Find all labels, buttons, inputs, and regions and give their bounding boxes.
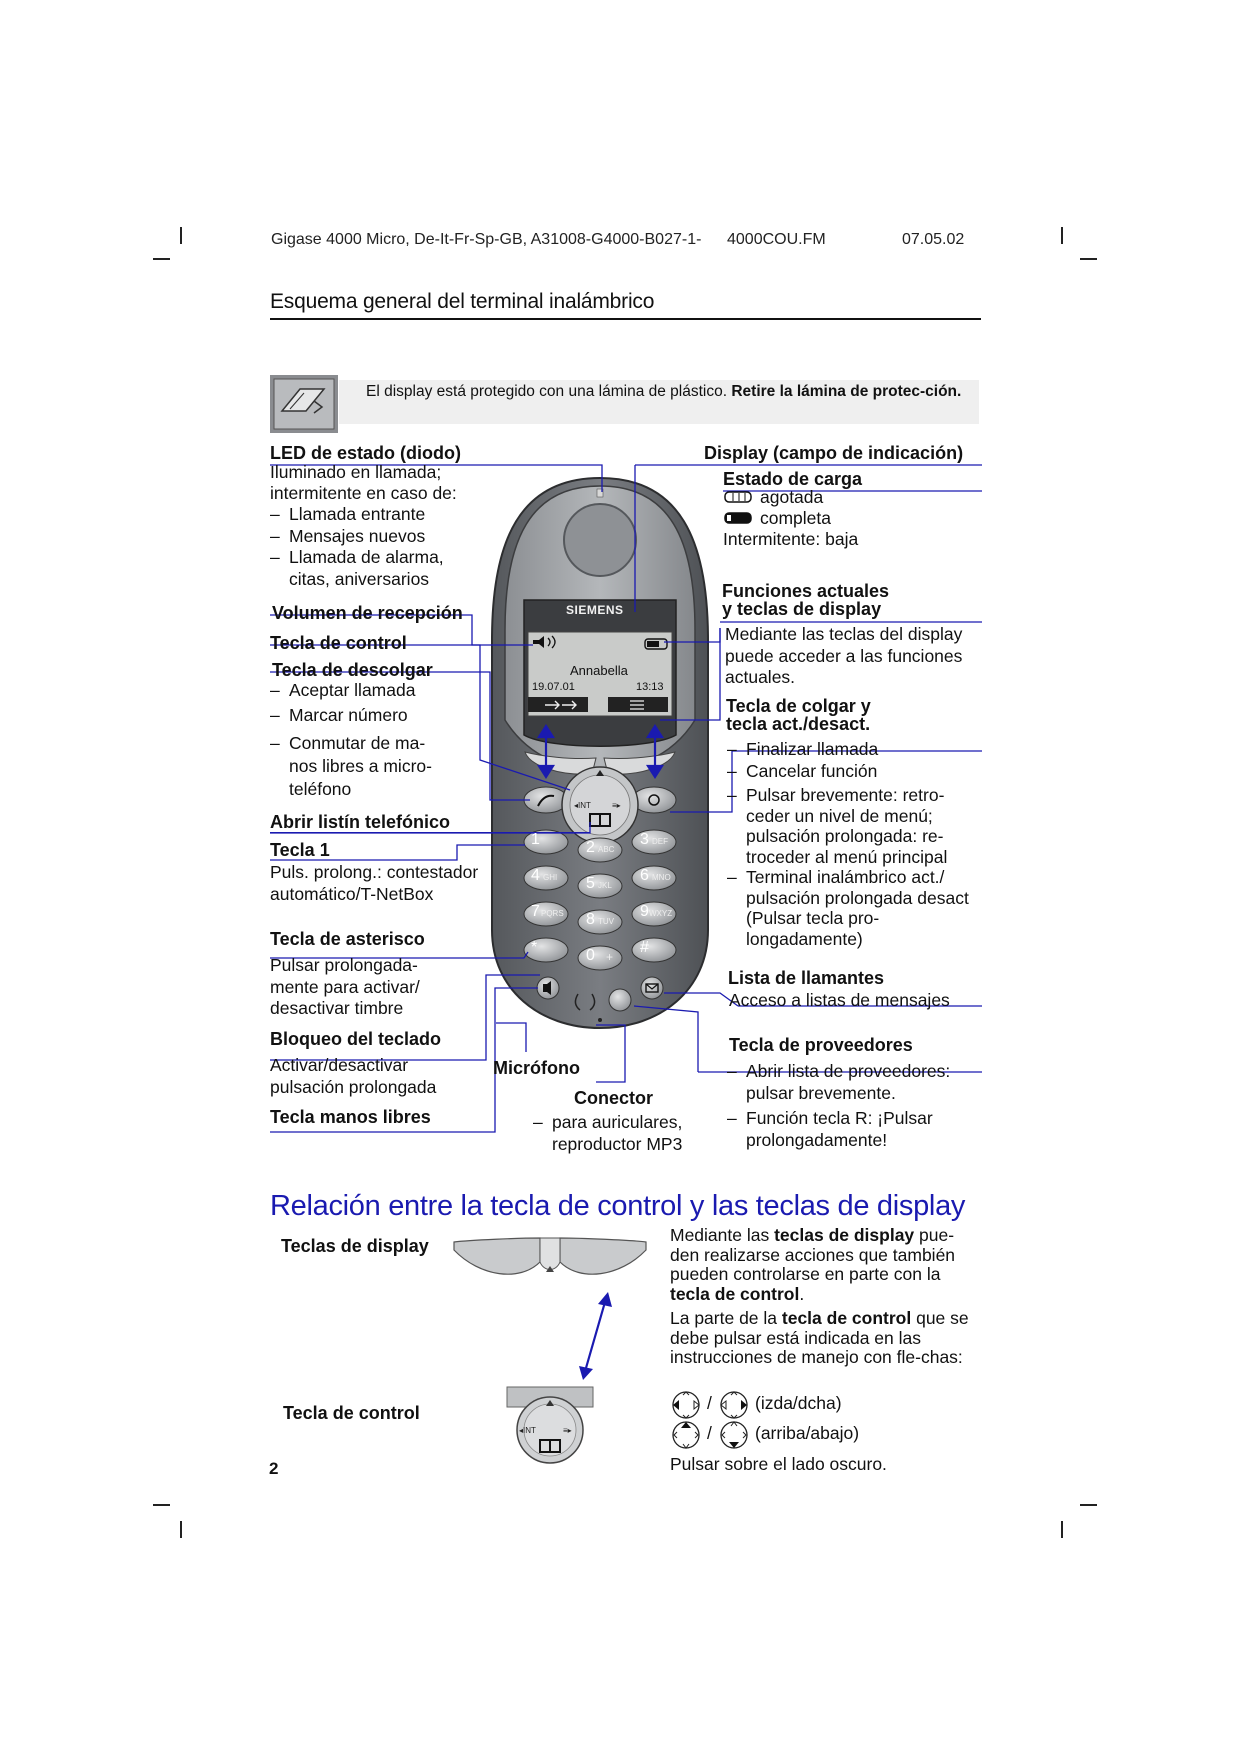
charge-title: Estado de carga: [723, 469, 863, 489]
list-item: – Aceptar llamada: [270, 680, 445, 702]
control-key-label: Tecla de control: [270, 633, 407, 653]
doc-file: 4000COU.FM: [727, 231, 826, 248]
provider-key-title: Tecla de proveedores: [729, 1035, 913, 1055]
nav-left-icon: [671, 1390, 701, 1420]
screen-date: 19.07.01: [532, 681, 575, 693]
screen-name: Annabella: [570, 663, 628, 678]
led-title: LED de estado (diodo): [270, 443, 461, 463]
note-text-b: Retire la lámina de protec-ción.: [731, 383, 962, 400]
functions-title-1: Funciones actuales: [722, 581, 890, 601]
display-keys-illustration: [450, 1232, 650, 1292]
star-key-text: Pulsar prolongada-mente para activar/ desactivar timbre: [270, 955, 420, 1018]
end-key-title-2: tecla act./desact.: [726, 714, 871, 734]
led-line1: Iluminado en llamada;: [270, 462, 442, 482]
note-text-a: El display está protegido con una lámina de plástico.: [366, 383, 732, 400]
charge-blink: Intermitente: baja: [723, 529, 859, 549]
key-6-letters: MNO: [652, 873, 671, 882]
end-key-title-1: Tecla de colgar y: [726, 696, 871, 716]
relation-arrow-icon: [570, 1290, 620, 1380]
battery-full-icon: [724, 511, 754, 525]
key-7-letters: PQRS: [541, 909, 564, 918]
list-item: – Terminal inalámbrico act./ pulsación prolongada desact (Pulsar tecla pro-longadamente): [727, 867, 972, 949]
text-span: tecla de control: [670, 1283, 800, 1304]
page-number: 2: [269, 1459, 279, 1478]
relation-paragraph-2: [670, 1309, 975, 1368]
key-2: 2: [586, 839, 595, 856]
nav-sep-1: /: [707, 1393, 712, 1413]
key1-text: Puls. prolong.: contestador automático/T-NetBox: [270, 862, 479, 904]
key-8-letters: TUV: [598, 917, 614, 926]
control-key-illustration: [505, 1385, 595, 1465]
text-span: La parte de la: [670, 1308, 782, 1328]
text-span: teclas de display: [774, 1225, 915, 1245]
connector-list: [533, 1112, 713, 1155]
nav-lr-label: (izda/dcha): [755, 1393, 842, 1413]
svg-text:◂INT: ◂INT: [574, 801, 591, 810]
nav-up-icon: [671, 1420, 701, 1450]
svg-text:≡▸: ≡▸: [563, 1426, 572, 1435]
list-item: – Abrir lista de proveedores: pulsar brevemente.: [727, 1061, 972, 1104]
key-2-letters: ABC: [598, 845, 615, 854]
control-key-label-2: Tecla de control: [283, 1403, 420, 1423]
keylock-title: Bloqueo del teclado: [270, 1029, 442, 1049]
key-0: 0: [586, 947, 595, 964]
battery-empty-icon: [724, 490, 754, 504]
key-9: 9: [640, 903, 649, 920]
led-line2: intermitente en caso de:: [270, 483, 457, 503]
functions-text: Mediante las teclas del display puede acceder a las funciones actuales.: [725, 624, 963, 687]
key-6: 6: [640, 867, 649, 884]
list-item: – Mensajes nuevos: [270, 526, 480, 548]
display-keys-label: Teclas de display: [281, 1236, 429, 1256]
star-key-title: Tecla de asterisco: [270, 929, 425, 949]
text-span: pue-den realizarse acciones que también pueden controlarse en parte con la: [670, 1225, 956, 1284]
answer-key-list: [270, 680, 445, 801]
charge-full: completa: [760, 508, 832, 528]
nav-down-icon: [719, 1420, 749, 1450]
list-item: – Pulsar brevemente: retro-ceder un nivel de menú; pulsación prolongada: re-troceder al menú principal: [727, 785, 972, 867]
key-4: 4: [531, 867, 540, 884]
key-0-letters: +: [606, 950, 614, 964]
text-span: que se debe pulsar está indicada en las instrucciones de manejo con fle-chas:: [670, 1308, 969, 1367]
key-9-letters: WXYZ: [649, 909, 673, 918]
callers-list-title: Lista de llamantes: [728, 968, 885, 988]
doc-date: 07.05.02: [902, 231, 965, 248]
screen-time: 13:13: [636, 681, 664, 693]
key-3: 3: [640, 831, 649, 848]
charge-empty: agotada: [760, 487, 824, 507]
keylock-text: Activar/desactivar pulsación prolongada: [270, 1055, 437, 1097]
key-5: 5: [586, 875, 595, 892]
key-8: 8: [586, 911, 595, 928]
text-span: .: [799, 1283, 805, 1304]
relation-title: Relación entre la tecla de control y las teclas de display: [270, 1190, 966, 1222]
display-title: Display (campo de indicación): [704, 443, 964, 463]
answer-key-title: Tecla de descolgar: [272, 660, 433, 680]
key-7: 7: [531, 903, 540, 920]
handsfree-label: Tecla manos libres: [270, 1107, 431, 1127]
key-1: 1: [531, 831, 540, 848]
list-item: – Cancelar función: [727, 761, 972, 783]
callers-list-text: Acceso a listas de mensajes: [729, 990, 950, 1010]
functions-title-2: y teclas de display: [722, 599, 882, 619]
list-item: – Llamada de alarma, citas, aniversarios: [270, 547, 480, 590]
phonebook-label: Abrir listín telefónico: [270, 812, 590, 833]
doc-id: Gigase 4000 Micro, De-It-Fr-Sp-GB, A31008-G4000-B027-1-: [271, 231, 702, 248]
list-item: – Finalizar llamada: [727, 739, 972, 761]
text-span: tecla de control: [781, 1308, 912, 1328]
section-title: Esquema general del terminal inalámbrico: [270, 290, 655, 313]
svg-text:≡▸: ≡▸: [612, 801, 621, 810]
connector-title: Conector: [574, 1088, 654, 1108]
text-span: Mediante las: [670, 1225, 775, 1245]
list-item: – Función tecla R: ¡Pulsar prolongadamente!: [727, 1108, 972, 1151]
nav-sep-2: /: [707, 1423, 712, 1443]
list-item: – para auriculares, reproductor MP3: [533, 1112, 713, 1155]
phone-brand: SIEMENS: [566, 603, 624, 617]
key-hash: #: [640, 939, 649, 956]
key-4-letters: GHI: [543, 873, 558, 882]
key-3-letters: DEF: [652, 837, 668, 846]
nav-ud-label: (arriba/abajo): [755, 1423, 860, 1443]
key-5-letters: JKL: [598, 881, 612, 890]
list-item: – Llamada entrante: [270, 504, 480, 526]
provider-key-list: [727, 1061, 972, 1151]
volume-label: Volumen de recepción: [272, 603, 463, 623]
relation-paragraph-1: [670, 1226, 975, 1304]
led-list: [270, 504, 480, 590]
end-key-list: [727, 739, 972, 949]
relation-paragraph-3: Pulsar sobre el lado oscuro.: [670, 1454, 887, 1474]
microphone-label: Micrófono: [493, 1058, 580, 1078]
list-item: – Marcar número: [270, 705, 445, 727]
key1-title: Tecla 1: [270, 840, 330, 860]
key-star: *: [531, 939, 538, 956]
svg-text:◂INT: ◂INT: [519, 1426, 536, 1435]
nav-right-icon: [719, 1390, 749, 1420]
list-item: – Conmutar de ma-nos libres a micro-teléfono: [270, 732, 445, 801]
